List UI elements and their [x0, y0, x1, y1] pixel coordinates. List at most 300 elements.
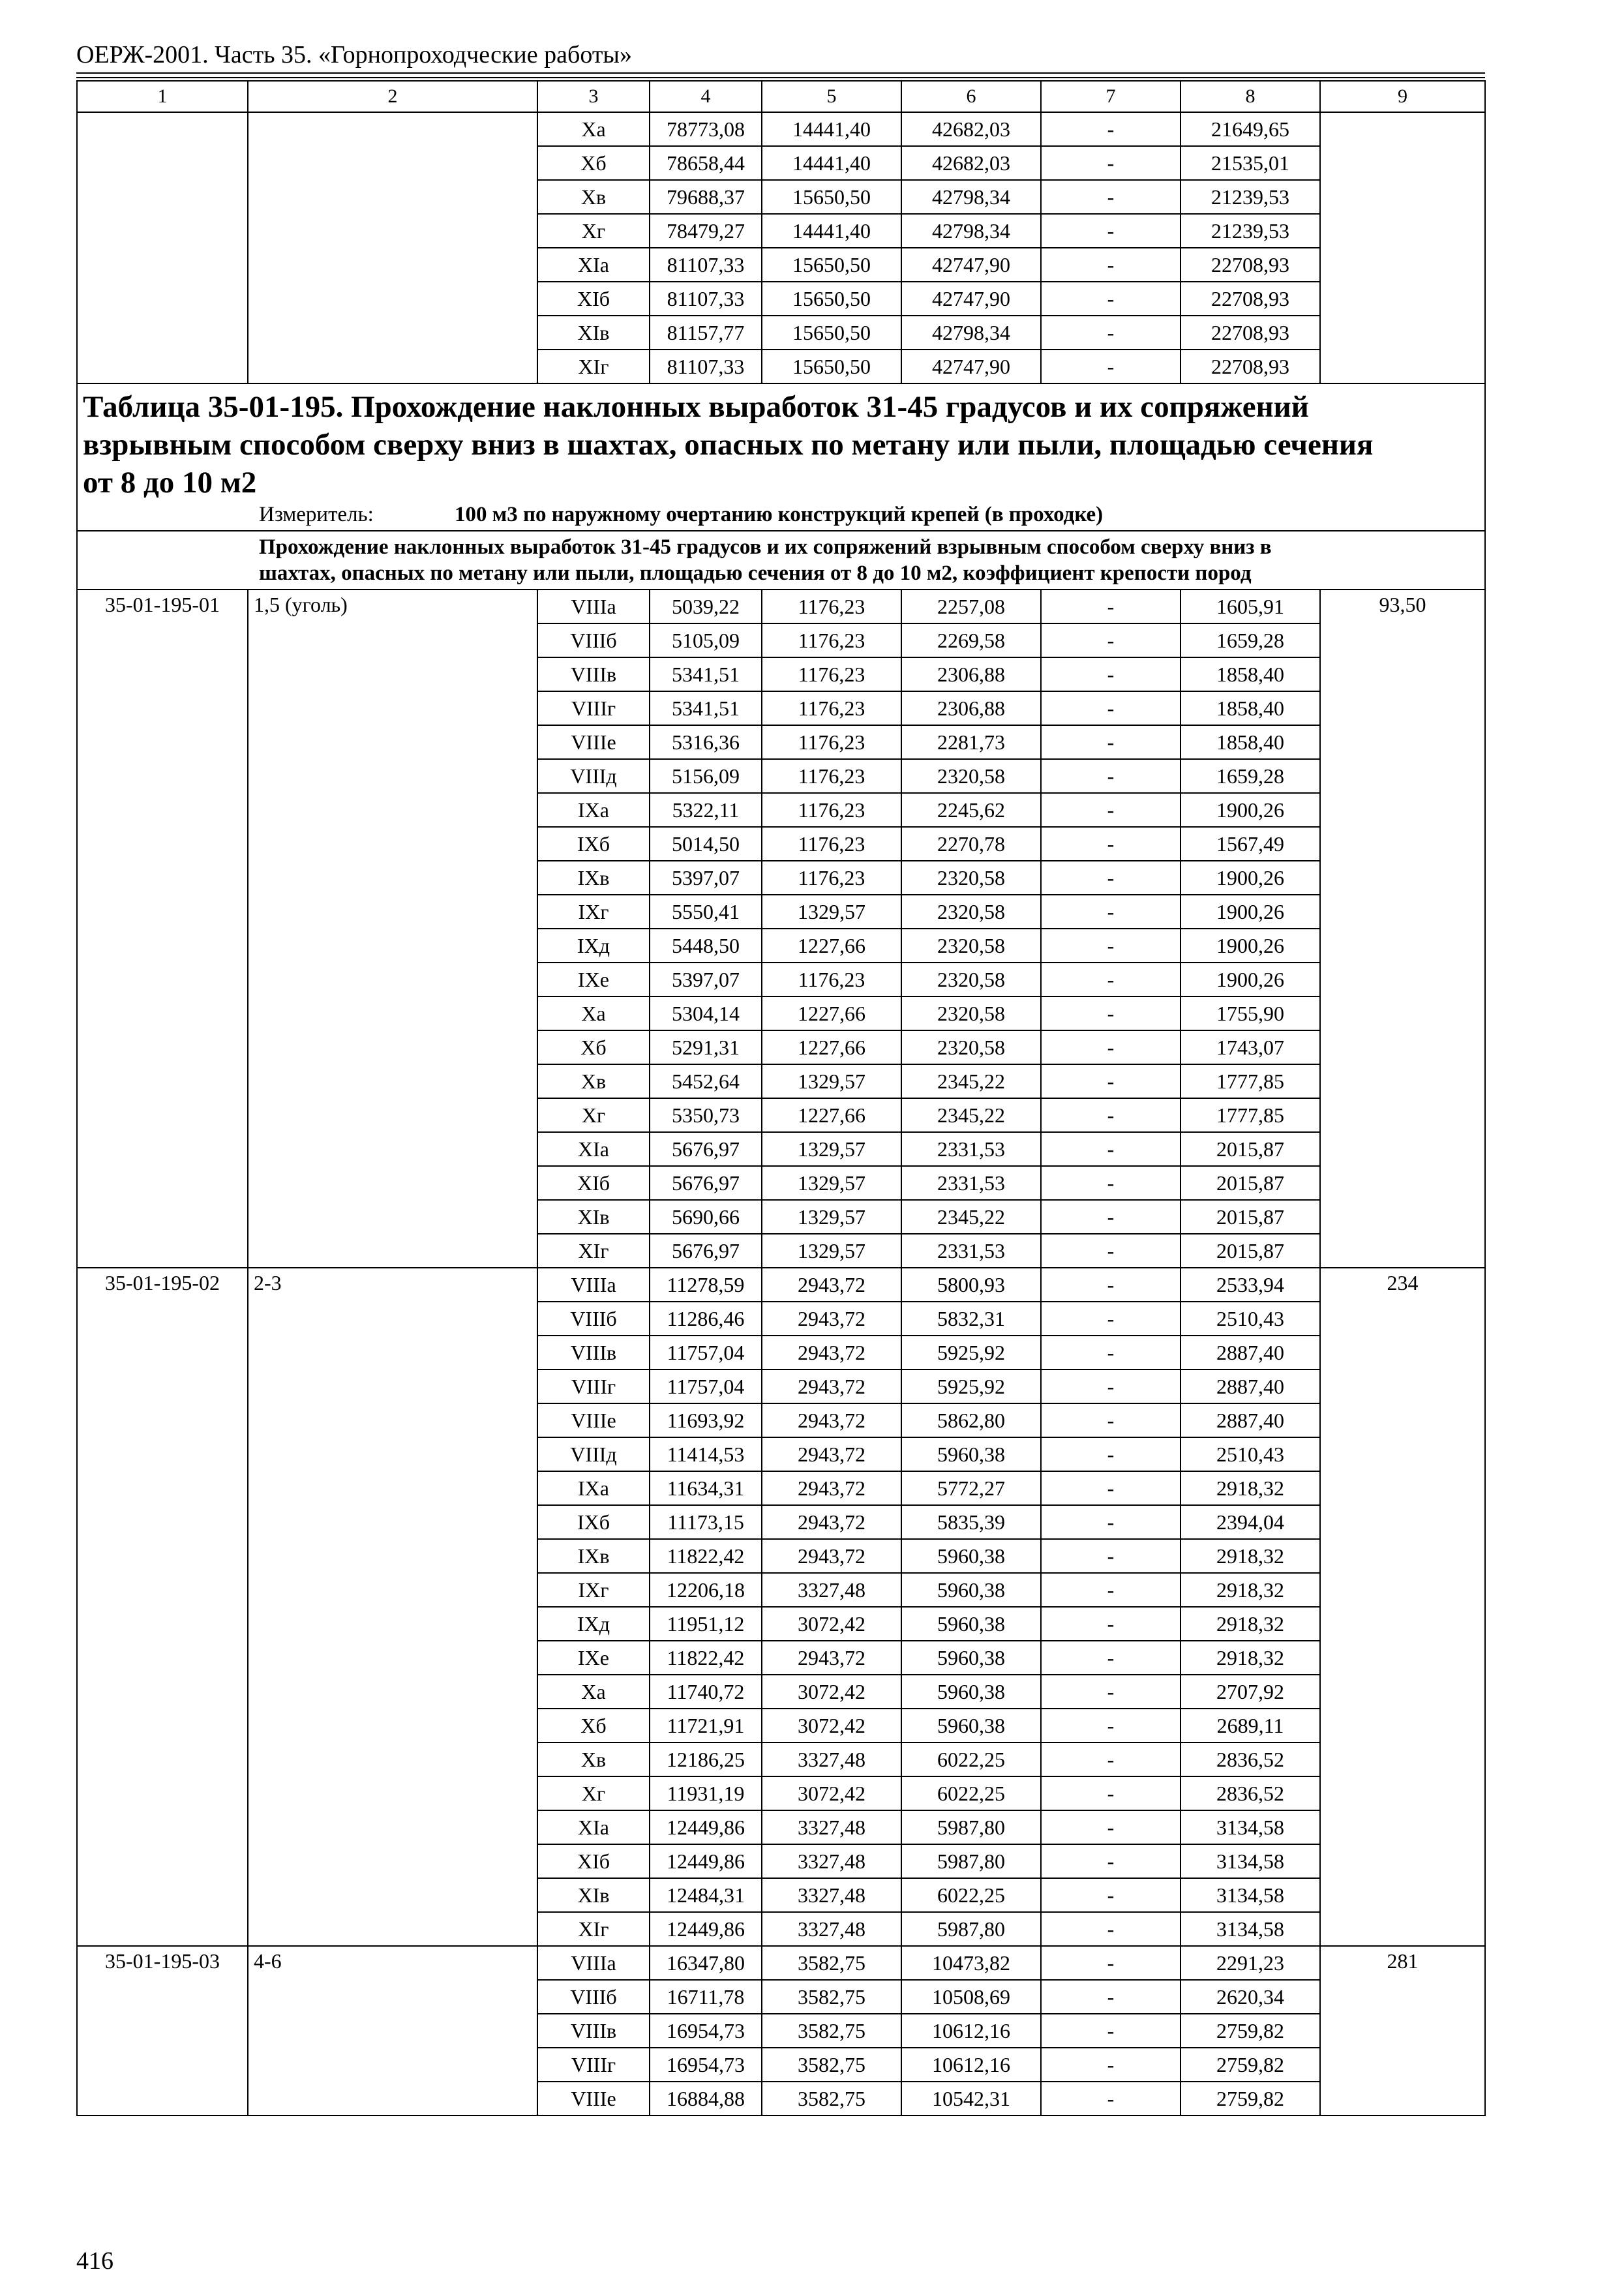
col-4-value: 11286,46 [650, 1302, 762, 1336]
col-7-value: - [1041, 1166, 1180, 1200]
rock-hardness: 4-6 [248, 1946, 537, 2116]
col-4-value: 16884,88 [650, 2082, 762, 2116]
col-8-value: 22708,93 [1180, 248, 1320, 282]
col-6-value: 42747,90 [901, 350, 1041, 383]
col-7-value: - [1041, 861, 1180, 895]
col-5-value: 2943,72 [762, 1369, 901, 1403]
col-8-value: 2836,52 [1180, 1776, 1320, 1810]
norm-code: 35-01-195-01 [77, 590, 248, 1268]
col-7-value: - [1041, 180, 1180, 214]
col-7-value: - [1041, 590, 1180, 623]
col-6-value: 2320,58 [901, 1030, 1041, 1064]
support-type: VIIIa [537, 590, 650, 623]
col-8-value: 1900,26 [1180, 963, 1320, 996]
support-type: XIб [537, 1166, 650, 1200]
col-4-value: 16954,73 [650, 2048, 762, 2082]
col-5-value: 15650,50 [762, 180, 901, 214]
col-8-value: 2918,32 [1180, 1641, 1320, 1675]
support-type: IXe [537, 963, 650, 996]
col-6-value: 2306,88 [901, 657, 1041, 691]
col-5-value: 1176,23 [762, 623, 901, 657]
col-7-value: - [1041, 793, 1180, 827]
col-4-value: 5322,11 [650, 793, 762, 827]
col-8-value: 1900,26 [1180, 861, 1320, 895]
support-type: IXд [537, 929, 650, 963]
col-6-value: 42798,34 [901, 180, 1041, 214]
col-5-value: 1176,23 [762, 793, 901, 827]
col-6-value: 42682,03 [901, 146, 1041, 180]
support-type: VIIIe [537, 1403, 650, 1437]
support-type: Xa [537, 112, 650, 146]
col-8-value: 1777,85 [1180, 1098, 1320, 1132]
col-7-value: - [1041, 725, 1180, 759]
subtitle-line: шахтах, опасных по метану или пыли, площадью сечения от 8 до 10 м2, коэффициент крепости пород [259, 561, 1252, 585]
col-7-value: - [1041, 214, 1180, 248]
col-7-value: - [1041, 1776, 1180, 1810]
col-5-value: 3327,48 [762, 1573, 901, 1607]
col-5-value: 1227,66 [762, 929, 901, 963]
col-5-value: 3582,75 [762, 2082, 901, 2116]
col-7-value: - [1041, 1098, 1180, 1132]
support-type: IXг [537, 1573, 650, 1607]
col-8-value: 1777,85 [1180, 1064, 1320, 1098]
col-5-value: 2943,72 [762, 1302, 901, 1336]
col-4-value: 5291,31 [650, 1030, 762, 1064]
col-4-value: 5039,22 [650, 590, 762, 623]
support-type: VIIIг [537, 691, 650, 725]
table-title-row [77, 383, 1485, 531]
col-4-value: 16954,73 [650, 2014, 762, 2048]
col-5-value: 3582,75 [762, 2014, 901, 2048]
col-6-value: 5960,38 [901, 1437, 1041, 1471]
col-5-value: 3327,48 [762, 1844, 901, 1878]
support-type: VIIIб [537, 1980, 650, 2014]
subtitle-row [77, 531, 1485, 590]
col-9-value: 281 [1320, 1946, 1485, 2116]
col-5-value: 3072,42 [762, 1607, 901, 1641]
measure-unit-line [83, 501, 1479, 528]
measure-unit-value: 100 м3 по наружному очертанию конструкций крепей (в проходке) [455, 503, 1104, 526]
col-4-value: 5341,51 [650, 691, 762, 725]
col-4-value: 11278,59 [650, 1268, 762, 1302]
col-6-value: 5987,80 [901, 1810, 1041, 1844]
col-6-value: 2331,53 [901, 1166, 1041, 1200]
col-8-value: 2759,82 [1180, 2048, 1320, 2082]
col-7-value: - [1041, 2014, 1180, 2048]
col-5-value: 2943,72 [762, 1437, 901, 1471]
col-7-value: - [1041, 2048, 1180, 2082]
col-6-value: 2320,58 [901, 996, 1041, 1030]
col-4-value: 79688,37 [650, 180, 762, 214]
col-6-value: 5925,92 [901, 1336, 1041, 1369]
code-cell [77, 112, 248, 383]
col-4-value: 11740,72 [650, 1675, 762, 1709]
col-8-value: 2291,23 [1180, 1946, 1320, 1980]
support-type: IXб [537, 827, 650, 861]
col-8-value: 2918,32 [1180, 1539, 1320, 1573]
running-header: ОЕРЖ-2001. Часть 35. «Горнопроходческие работы» [76, 41, 632, 68]
col-8-value: 2918,32 [1180, 1471, 1320, 1505]
col-7-value: - [1041, 1607, 1180, 1641]
support-type: VIIIв [537, 2014, 650, 2048]
support-type: Xг [537, 1098, 650, 1132]
col-6-value: 5987,80 [901, 1912, 1041, 1946]
col-4-value: 11951,12 [650, 1607, 762, 1641]
col-6-value: 2320,58 [901, 963, 1041, 996]
col-7-value: - [1041, 996, 1180, 1030]
col-4-value: 5452,64 [650, 1064, 762, 1098]
col-9-cell [1320, 112, 1485, 383]
col-5-value: 1227,66 [762, 1030, 901, 1064]
rates-table [76, 80, 1486, 2116]
table-title-cell [77, 383, 1485, 531]
col-8-value: 2887,40 [1180, 1369, 1320, 1403]
col-7-value: - [1041, 146, 1180, 180]
support-type: XIб [537, 282, 650, 316]
support-type: Xв [537, 1064, 650, 1098]
col-4-value: 11931,19 [650, 1776, 762, 1810]
col-6-value: 6022,25 [901, 1776, 1041, 1810]
col-6-value: 5960,38 [901, 1607, 1041, 1641]
col-8-value: 2887,40 [1180, 1403, 1320, 1437]
support-type: XIг [537, 1234, 650, 1268]
support-type: VIIIa [537, 1268, 650, 1302]
column-number-row [77, 81, 1485, 112]
col-7-value: - [1041, 895, 1180, 929]
col-4-value: 12449,86 [650, 1912, 762, 1946]
support-type: IXв [537, 1539, 650, 1573]
col-5-value: 2943,72 [762, 1268, 901, 1302]
col-4-value: 5304,14 [650, 996, 762, 1030]
col-8-value: 2015,87 [1180, 1132, 1320, 1166]
col-7-value: - [1041, 282, 1180, 316]
col-5-value: 3582,75 [762, 1946, 901, 1980]
col-7-value: - [1041, 691, 1180, 725]
col-6-value: 5835,39 [901, 1505, 1041, 1539]
col-8-value: 1858,40 [1180, 691, 1320, 725]
col-8-value: 1755,90 [1180, 996, 1320, 1030]
col-6-value: 5832,31 [901, 1302, 1041, 1336]
col-4-value: 5105,09 [650, 623, 762, 657]
col-7-value: - [1041, 316, 1180, 350]
support-type: IXa [537, 793, 650, 827]
col-5-value: 2943,72 [762, 1539, 901, 1573]
col-4-value: 11173,15 [650, 1505, 762, 1539]
col-4-value: 11822,42 [650, 1641, 762, 1675]
col-7-value: - [1041, 657, 1180, 691]
col-4-value: 78479,27 [650, 214, 762, 248]
header-rule [76, 77, 1485, 78]
col-6-value: 2306,88 [901, 691, 1041, 725]
support-type: Xб [537, 1030, 650, 1064]
col-6-value: 42747,90 [901, 248, 1041, 282]
col-8-value: 2015,87 [1180, 1166, 1320, 1200]
support-type: VIIIб [537, 623, 650, 657]
col-5-value: 1176,23 [762, 691, 901, 725]
support-type: IXв [537, 861, 650, 895]
col-6-value: 2345,22 [901, 1200, 1041, 1234]
col-7-value: - [1041, 759, 1180, 793]
col-6-value: 2270,78 [901, 827, 1041, 861]
col-6-value: 5772,27 [901, 1471, 1041, 1505]
column-number: 8 [1180, 81, 1320, 112]
col-4-value: 81107,33 [650, 350, 762, 383]
col-5-value: 1227,66 [762, 1098, 901, 1132]
col-8-value: 3134,58 [1180, 1878, 1320, 1912]
col-8-value: 2394,04 [1180, 1505, 1320, 1539]
col-5-value: 14441,40 [762, 146, 901, 180]
col-4-value: 12484,31 [650, 1878, 762, 1912]
support-type: VIIIг [537, 2048, 650, 2082]
col-7-value: - [1041, 1743, 1180, 1776]
col-7-value: - [1041, 1336, 1180, 1369]
col-8-value: 2759,82 [1180, 2082, 1320, 2116]
col-8-value: 1900,26 [1180, 793, 1320, 827]
col-4-value: 5676,97 [650, 1234, 762, 1268]
col-7-value: - [1041, 1810, 1180, 1844]
support-type: XIг [537, 1912, 650, 1946]
col-6-value: 5800,93 [901, 1268, 1041, 1302]
col-6-value: 2320,58 [901, 759, 1041, 793]
col-6-value: 2257,08 [901, 590, 1041, 623]
col-4-value: 16347,80 [650, 1946, 762, 1980]
col-4-value: 12186,25 [650, 1743, 762, 1776]
col-8-value: 21535,01 [1180, 146, 1320, 180]
table-row [77, 112, 1485, 146]
col-7-value: - [1041, 1675, 1180, 1709]
col-4-value: 81107,33 [650, 248, 762, 282]
col-8-value: 1567,49 [1180, 827, 1320, 861]
col-7-value: - [1041, 1471, 1180, 1505]
col-6-value: 2320,58 [901, 861, 1041, 895]
col-9-value: 234 [1320, 1268, 1485, 1946]
col-7-value: - [1041, 1980, 1180, 2014]
support-type: Xг [537, 1776, 650, 1810]
col-7-value: - [1041, 248, 1180, 282]
col-4-value: 5341,51 [650, 657, 762, 691]
col-6-value: 2331,53 [901, 1234, 1041, 1268]
table-row [77, 590, 1485, 623]
col-5-value: 1176,23 [762, 657, 901, 691]
col-6-value: 2269,58 [901, 623, 1041, 657]
support-type: XIг [537, 350, 650, 383]
col-4-value: 16711,78 [650, 1980, 762, 2014]
support-type: Xa [537, 1675, 650, 1709]
col-7-value: - [1041, 1403, 1180, 1437]
col-4-value: 12449,86 [650, 1810, 762, 1844]
col-5-value: 1176,23 [762, 590, 901, 623]
col-5-value: 2943,72 [762, 1505, 901, 1539]
support-type: Xв [537, 180, 650, 214]
col-7-value: - [1041, 1539, 1180, 1573]
col-4-value: 5014,50 [650, 827, 762, 861]
support-type: Xг [537, 214, 650, 248]
support-type: Xб [537, 1709, 650, 1743]
column-number: 9 [1320, 81, 1485, 112]
col-6-value: 5987,80 [901, 1844, 1041, 1878]
col-4-value: 5397,07 [650, 861, 762, 895]
col-5-value: 1176,23 [762, 861, 901, 895]
col-5-value: 1329,57 [762, 1064, 901, 1098]
col-7-value: - [1041, 963, 1180, 996]
support-type: XIa [537, 248, 650, 282]
support-type: VIIIд [537, 759, 650, 793]
col-6-value: 2331,53 [901, 1132, 1041, 1166]
col-6-value: 10508,69 [901, 1980, 1041, 2014]
col-5-value: 1176,23 [762, 963, 901, 996]
col-8-value: 3134,58 [1180, 1810, 1320, 1844]
col-6-value: 5925,92 [901, 1369, 1041, 1403]
col-6-value: 10612,16 [901, 2048, 1041, 2082]
col-6-value: 5960,38 [901, 1573, 1041, 1607]
col-8-value: 21239,53 [1180, 214, 1320, 248]
col-6-value: 5862,80 [901, 1403, 1041, 1437]
col-7-value: - [1041, 1132, 1180, 1166]
col-4-value: 12206,18 [650, 1573, 762, 1607]
col-7-value: - [1041, 623, 1180, 657]
col-4-value: 11693,92 [650, 1403, 762, 1437]
col-5-value: 1176,23 [762, 759, 901, 793]
col-4-value: 5448,50 [650, 929, 762, 963]
col-7-value: - [1041, 1573, 1180, 1607]
col-5-value: 2943,72 [762, 1471, 901, 1505]
col-8-value: 1659,28 [1180, 759, 1320, 793]
col-5-value: 15650,50 [762, 282, 901, 316]
col-4-value: 5676,97 [650, 1166, 762, 1200]
col-5-value: 1329,57 [762, 1166, 901, 1200]
col-4-value: 5397,07 [650, 963, 762, 996]
support-type: Xa [537, 996, 650, 1030]
col-6-value: 2320,58 [901, 929, 1041, 963]
norm-code: 35-01-195-02 [77, 1268, 248, 1946]
col-6-value: 5960,38 [901, 1641, 1041, 1675]
col-5-value: 15650,50 [762, 350, 901, 383]
col-6-value: 5960,38 [901, 1709, 1041, 1743]
col-6-value: 2345,22 [901, 1098, 1041, 1132]
col-5-value: 1227,66 [762, 996, 901, 1030]
col-8-value: 1659,28 [1180, 623, 1320, 657]
col-8-value: 1858,40 [1180, 725, 1320, 759]
col-4-value: 11414,53 [650, 1437, 762, 1471]
col-8-value: 2836,52 [1180, 1743, 1320, 1776]
support-type: XIв [537, 1200, 650, 1234]
col-7-value: - [1041, 1709, 1180, 1743]
col-8-value: 2510,43 [1180, 1437, 1320, 1471]
norm-code: 35-01-195-03 [77, 1946, 248, 2116]
col-8-value: 22708,93 [1180, 282, 1320, 316]
col-6-value: 5960,38 [901, 1539, 1041, 1573]
col-4-value: 11757,04 [650, 1336, 762, 1369]
col-7-value: - [1041, 1064, 1180, 1098]
support-type: IXa [537, 1471, 650, 1505]
col-8-value: 3134,58 [1180, 1912, 1320, 1946]
col-5-value: 1176,23 [762, 725, 901, 759]
col-4-value: 11721,91 [650, 1709, 762, 1743]
col-5-value: 15650,50 [762, 316, 901, 350]
col-5-value: 3582,75 [762, 2048, 901, 2082]
header-rule [76, 72, 1485, 74]
table-row [77, 1946, 1485, 1980]
col-8-value: 2707,92 [1180, 1675, 1320, 1709]
measure-unit-label: Измеритель: [259, 503, 374, 526]
col-7-value: - [1041, 827, 1180, 861]
col-4-value: 81107,33 [650, 282, 762, 316]
rock-hardness: 2-3 [248, 1268, 537, 1946]
col-6-value: 6022,25 [901, 1743, 1041, 1776]
col-7-value: - [1041, 1369, 1180, 1403]
col-4-value: 81157,77 [650, 316, 762, 350]
support-type: XIa [537, 1810, 650, 1844]
col-5-value: 3072,42 [762, 1776, 901, 1810]
col-6-value: 42682,03 [901, 112, 1041, 146]
col-4-value: 78773,08 [650, 112, 762, 146]
col-7-value: - [1041, 1878, 1180, 1912]
col-8-value: 21239,53 [1180, 180, 1320, 214]
col-4-value: 11634,31 [650, 1471, 762, 1505]
table-title-line: взрывным способом сверху вниз в шахтах, опасных по метану или пыли, площадью сечения [83, 428, 1374, 462]
col-5-value: 3327,48 [762, 1810, 901, 1844]
col-8-value: 2533,94 [1180, 1268, 1320, 1302]
col-8-value: 2015,87 [1180, 1200, 1320, 1234]
support-type: Xб [537, 146, 650, 180]
col-8-value: 1900,26 [1180, 895, 1320, 929]
col-7-value: - [1041, 1844, 1180, 1878]
col-6-value: 2345,22 [901, 1064, 1041, 1098]
col-5-value: 14441,40 [762, 214, 901, 248]
col-5-value: 15650,50 [762, 248, 901, 282]
support-type: IXд [537, 1607, 650, 1641]
support-type: VIIIб [537, 1302, 650, 1336]
col-4-value: 5550,41 [650, 895, 762, 929]
table-title-line: Таблица 35-01-195. Прохождение наклонных выработок 31-45 градусов и их сопряжений [83, 390, 1309, 424]
support-type: VIIIг [537, 1369, 650, 1403]
col-6-value: 10542,31 [901, 2082, 1041, 2116]
support-type: XIв [537, 1878, 650, 1912]
col-8-value: 2918,32 [1180, 1573, 1320, 1607]
support-type: XIa [537, 1132, 650, 1166]
table-row [77, 1268, 1485, 1302]
col-8-value: 1605,91 [1180, 590, 1320, 623]
col-8-value: 2510,43 [1180, 1302, 1320, 1336]
col-5-value: 14441,40 [762, 112, 901, 146]
support-type: XIб [537, 1844, 650, 1878]
col-9-value: 93,50 [1320, 590, 1485, 1268]
support-type: VIIIe [537, 725, 650, 759]
col-6-value: 10473,82 [901, 1946, 1041, 1980]
col-8-value: 2887,40 [1180, 1336, 1320, 1369]
support-type: VIIIa [537, 1946, 650, 1980]
col-6-value: 42747,90 [901, 282, 1041, 316]
col-8-value: 2918,32 [1180, 1607, 1320, 1641]
col-8-value: 1743,07 [1180, 1030, 1320, 1064]
col-6-value: 10612,16 [901, 2014, 1041, 2048]
support-type: Xв [537, 1743, 650, 1776]
col-7-value: - [1041, 1912, 1180, 1946]
col-7-value: - [1041, 1437, 1180, 1471]
col-6-value: 42798,34 [901, 316, 1041, 350]
support-type: IXб [537, 1505, 650, 1539]
col-5-value: 1329,57 [762, 1200, 901, 1234]
support-type: IXe [537, 1641, 650, 1675]
table-title-line: от 8 до 10 м2 [83, 466, 257, 500]
support-type: IXг [537, 895, 650, 929]
col-4-value: 11757,04 [650, 1369, 762, 1403]
col-7-value: - [1041, 1302, 1180, 1336]
column-number: 4 [650, 81, 762, 112]
support-type: VIIIe [537, 2082, 650, 2116]
col-5-value: 3072,42 [762, 1675, 901, 1709]
col-7-value: - [1041, 1505, 1180, 1539]
